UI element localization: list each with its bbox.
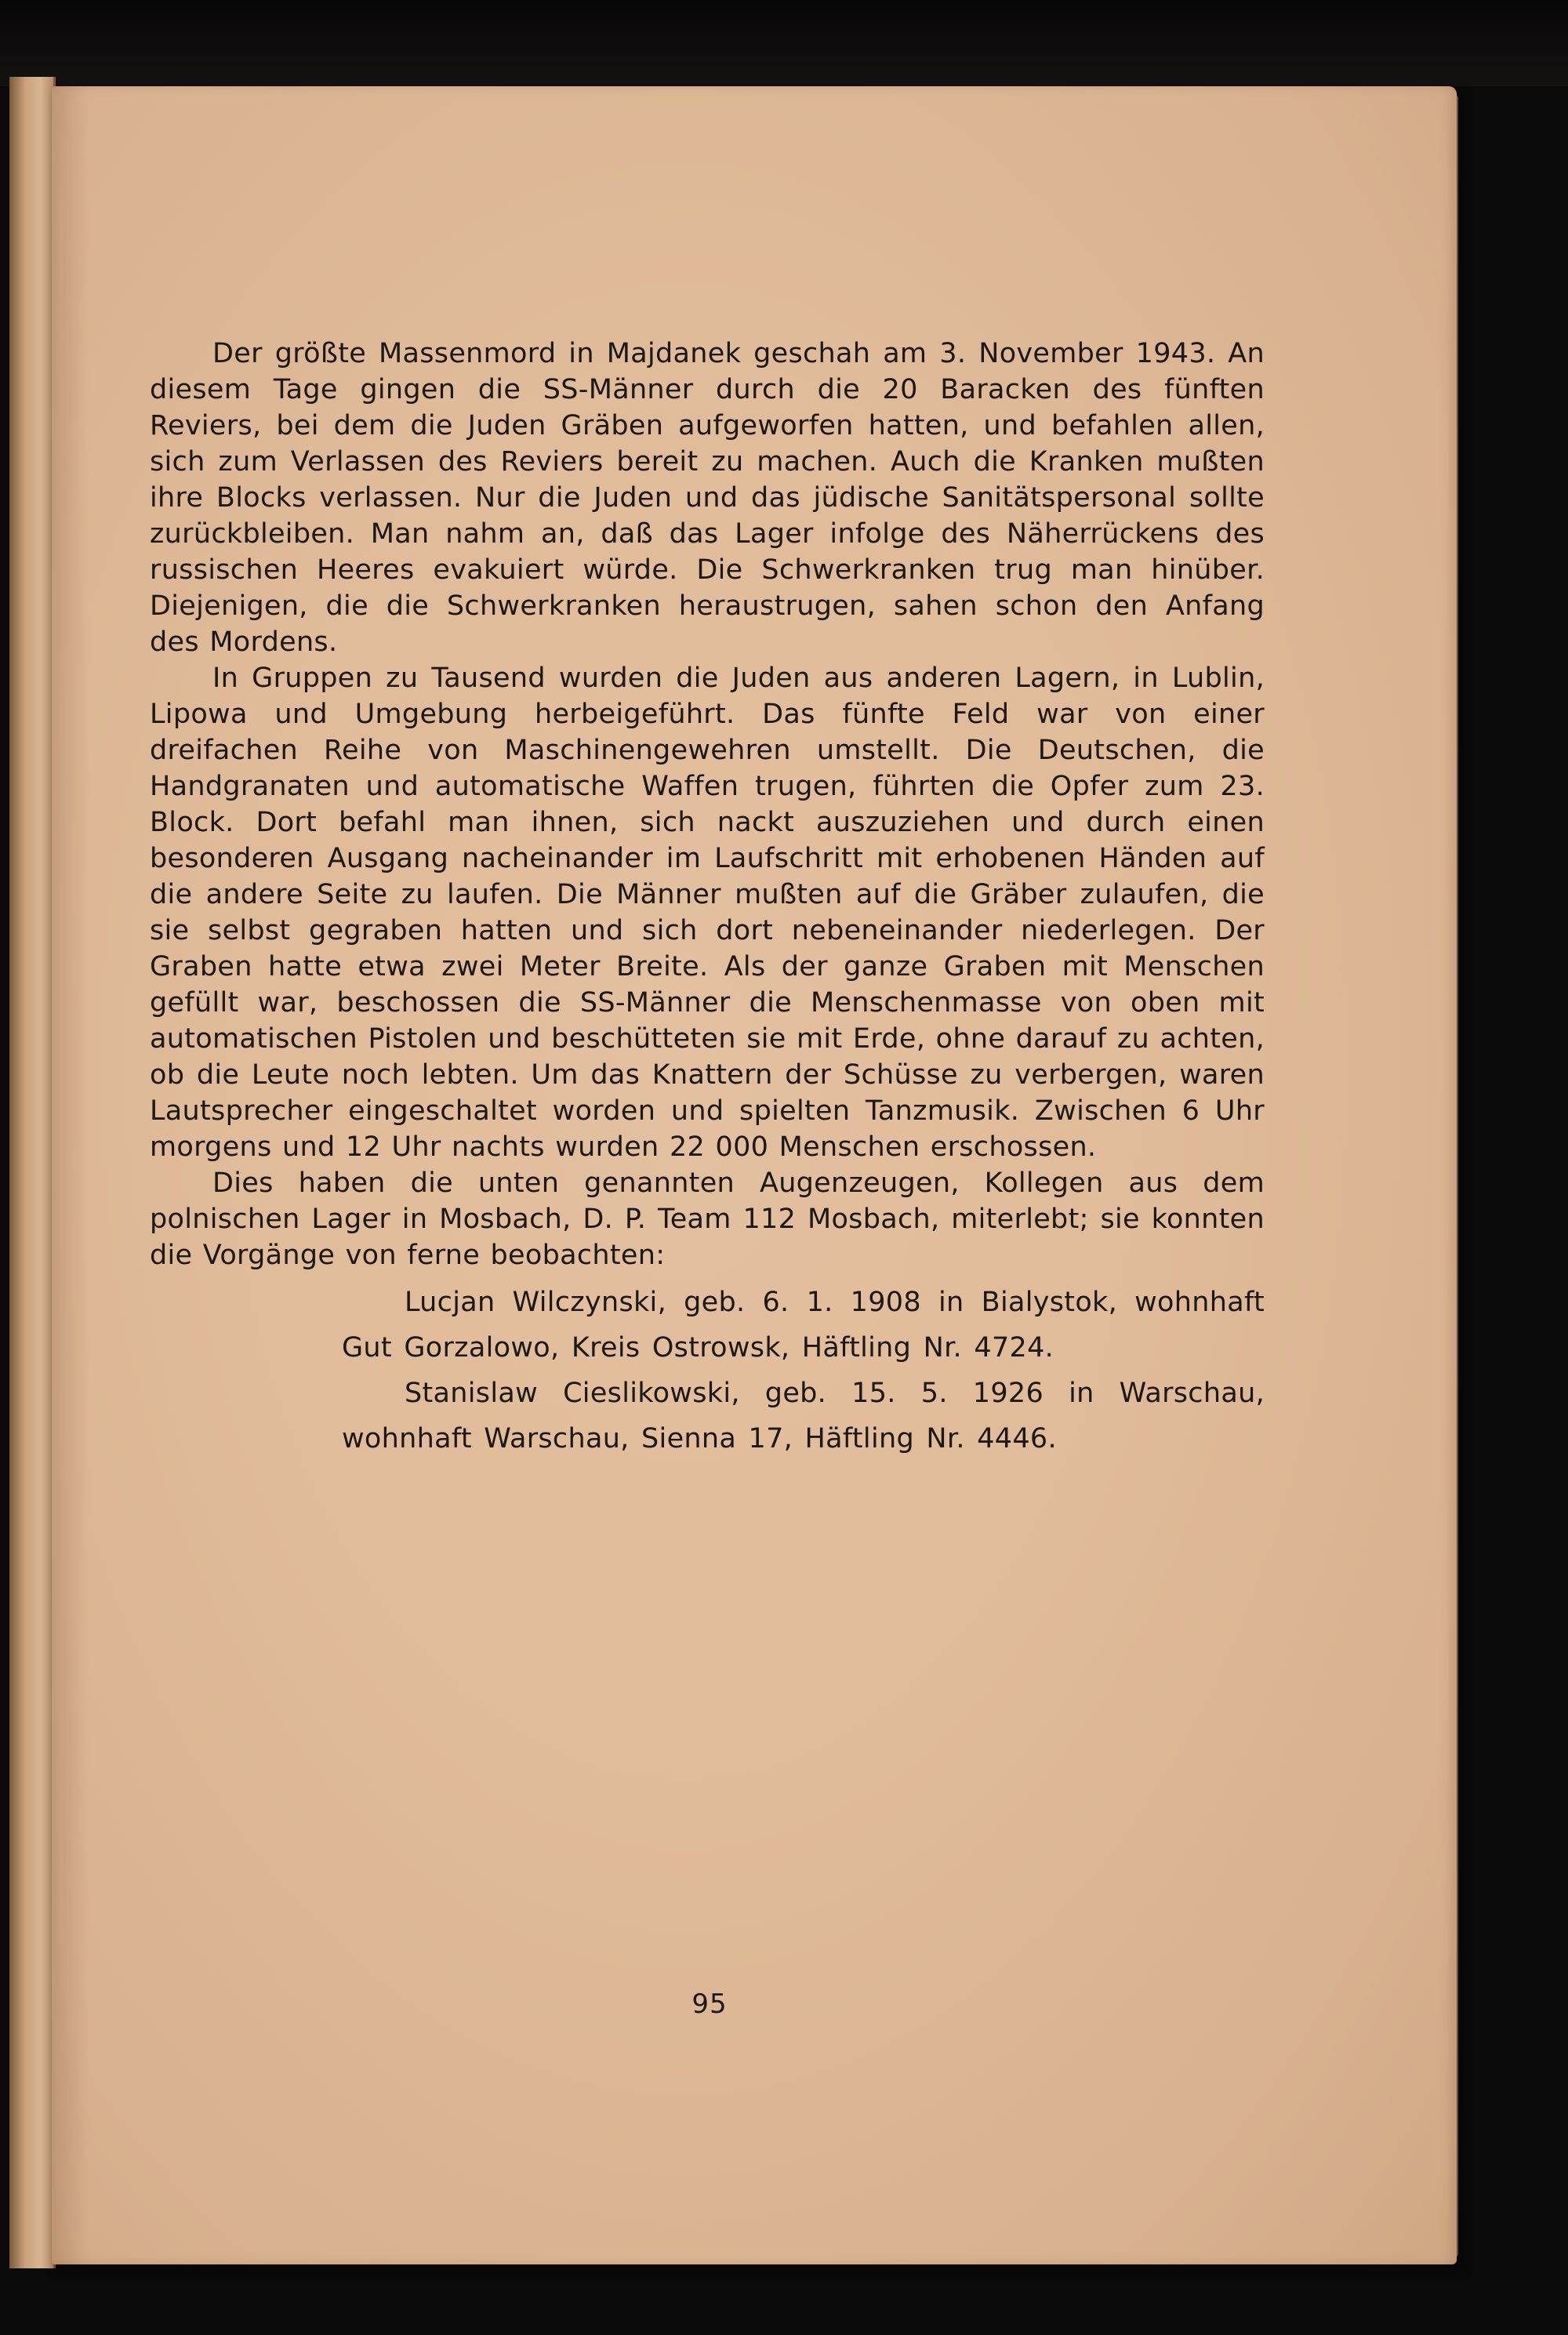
page-number: 95 [691,1988,728,2020]
witness-list [150,1280,1265,1462]
witness-entry-1: Lucjan Wilczynski, geb. 6. 1. 1908 in Bialystok, wohnhaft Gut Gorzalowo, Kreis Ostrowsk, Häftling Nr. 4724. [342,1287,1265,1364]
page-text-block [150,336,1265,1462]
witness-entry-2: Stanislaw Cieslikowski, geb. 15. 5. 1926 in Warschau, wohnhaft Warschau, Sienna 17, Häftling Nr. 4446. [342,1378,1265,1454]
dark-background [0,0,1568,86]
book-spine-edge [9,77,56,2268]
paragraph-2: In Gruppen zu Tausend wurden die Juden aus anderen Lagern, in Lublin, Lipowa und Umgebung herbeigeführt. Das fünfte Feld war von einer dreifachen Reihe von Maschinengewehren umstellt. Die Deutschen, die Handgranaten und automatische Waffen trugen, führten die Opfer zum 23. Block. Dort befahl man ihnen, sich nackt auszuziehen und durch einen besonderen Ausgang nacheinander im Laufschritt mit erhobenen Händen auf die andere Seite zu laufen. Die Männer mußten auf die Gräber zulaufen, die sie selbst gegraben hatten und sich dort nebeneinander niederlegen. Der Graben hatte etwa zwei Meter Breite. Als der ganze Graben mit Menschen gefüllt war, beschossen die SS-Männer die Menschenmasse von oben mit automatischen Pistolen und beschütteten sie mit Erde, ohne darauf zu achten, ob die Leute noch lebten. Um das Knattern der Schüsse zu verbergen, waren Lautsprecher eingeschaltet worden und spielten Tanzmusik. Zwischen 6 Uhr morgens und 12 Uhr nachts wurden 22 000 Menschen erschossen. [150,663,1265,1163]
paragraph-1: Der größte Massenmord in Majdanek geschah am 3. November 1943. An diesem Tage gingen die SS-Männer durch die 20 Baracken des fünften Reviers, bei dem die Juden Gräben aufgeworfen hatten, und befahlen allen, sich zum Verlassen des Reviers bereit zu machen. Auch die Kranken mußten ihre Blocks verlassen. Nur die Juden und das jüdische Sanitätspersonal sollte zurückbleiben. Man nahm an, daß das Lager infolge des Näherrückens des russischen Heeres evakuiert würde. Die Schwerkranken trug man hinüber. Diejenigen, die die Schwerkranken heraustrugen, sahen schon den Anfang des Mordens. [150,338,1265,658]
paragraph-3: Dies haben die unten genannten Augenzeugen, Kollegen aus dem polnischen Lager in Mosbach, D. P. Team 112 Mosbach, miterlebt; sie konnten die Vorgänge von ferne beobachten: [150,1168,1265,1271]
